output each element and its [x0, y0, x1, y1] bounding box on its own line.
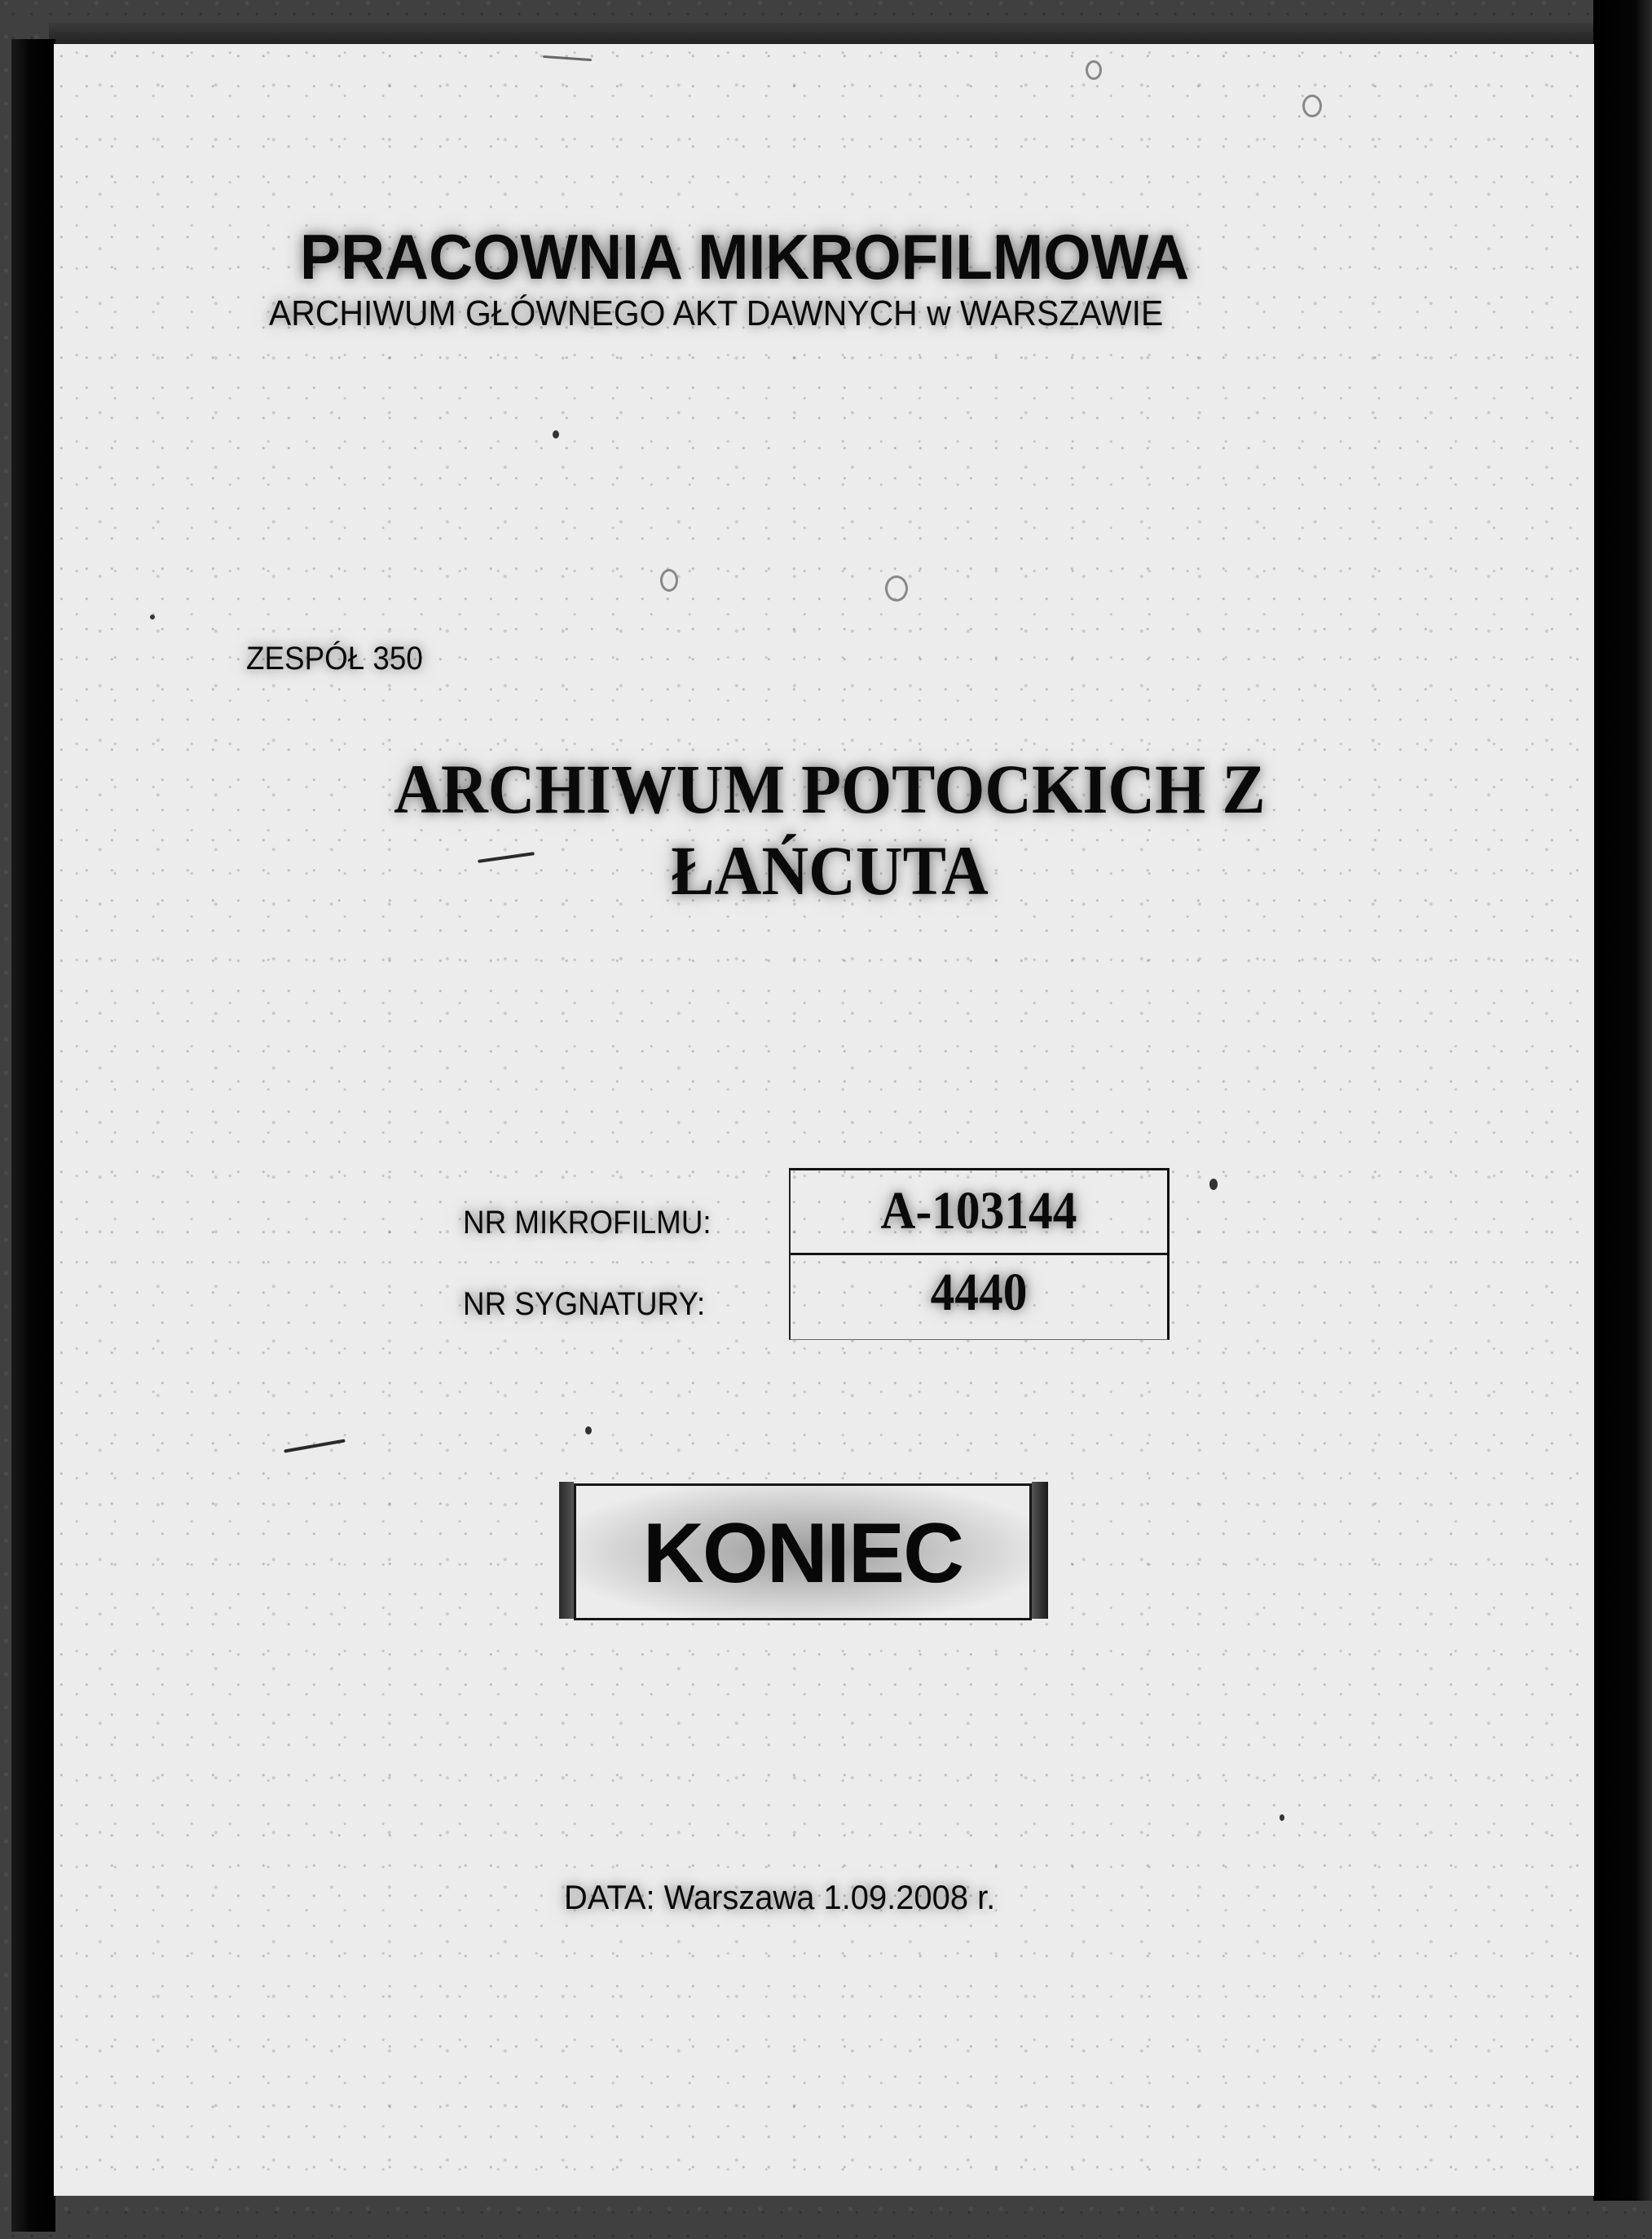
microfilm-number-label: NR MIKROFILMU:	[463, 1205, 711, 1241]
date-line: DATA: Warszawa 1.09.2008 r.	[564, 1878, 996, 1916]
end-stamp-text: KONIEC	[642, 1506, 963, 1601]
number-table	[789, 1168, 1170, 1340]
dust-speck	[553, 430, 559, 439]
stamp-shadow-left	[559, 1482, 574, 1619]
collection-title-line-1: ARCHIWUM POTOCKICH Z	[394, 750, 1266, 828]
signature-number-value: 4440	[930, 1263, 1028, 1322]
dust-speck	[1280, 1814, 1284, 1821]
dust-ring	[1086, 60, 1102, 80]
header-title: PRACOWNIA MIKROFILMOWA	[300, 221, 1190, 293]
dust-ring	[1302, 95, 1322, 117]
dust-speck	[1209, 1179, 1218, 1190]
dust-ring	[660, 569, 678, 592]
hair-scratch	[543, 55, 592, 61]
hair-scratch	[284, 1439, 346, 1452]
header-subtitle: ARCHIWUM GŁÓWNEGO AKT DAWNYCH w WARSZAWIE	[269, 293, 1164, 333]
dust-ring	[885, 575, 908, 602]
microfilm-number-value: A-103144	[880, 1181, 1077, 1241]
frame-right-edge	[1593, 0, 1652, 2201]
dust-speck	[585, 1426, 592, 1435]
frame-left-edge	[11, 39, 55, 2232]
table-divider	[791, 1253, 1167, 1255]
stamp-shadow-right	[1032, 1482, 1048, 1619]
collection-title	[259, 748, 1400, 911]
signature-number-label: NR SYGNATURY:	[463, 1286, 706, 1322]
collection-number-label: ZESPÓŁ 350	[246, 641, 423, 677]
document-sheet	[54, 44, 1594, 2196]
stamp-box	[574, 1483, 1032, 1620]
collection-title-line-2: ŁAŃCUTA	[671, 831, 989, 910]
end-stamp	[559, 1475, 1048, 1622]
dust-speck	[150, 615, 155, 619]
frame-top-edge	[49, 23, 1646, 44]
